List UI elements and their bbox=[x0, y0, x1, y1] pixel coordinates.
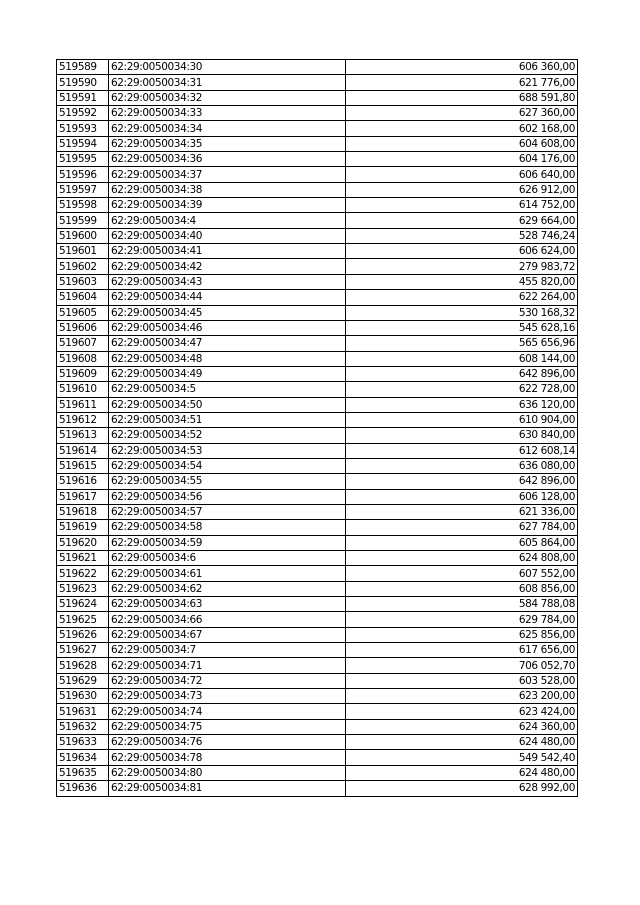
cadastral-number-cell: 62:29:0050034:30 bbox=[109, 60, 346, 75]
table-row bbox=[57, 412, 578, 427]
cadastral-number-cell: 62:29:0050034:35 bbox=[109, 136, 346, 151]
row-number-cell: 519635 bbox=[57, 765, 109, 780]
cadastral-value-cell: 629 664,00 bbox=[346, 213, 578, 228]
cadastral-value-cell: 602 168,00 bbox=[346, 121, 578, 136]
cadastral-number-cell: 62:29:0050034:5 bbox=[109, 382, 346, 397]
cadastral-value-cell: 606 640,00 bbox=[346, 167, 578, 182]
table-row bbox=[57, 489, 578, 504]
row-number-cell: 519609 bbox=[57, 366, 109, 381]
table-row bbox=[57, 458, 578, 473]
table-row bbox=[57, 566, 578, 581]
cadastral-number-cell: 62:29:0050034:54 bbox=[109, 458, 346, 473]
cadastral-number-cell: 62:29:0050034:55 bbox=[109, 474, 346, 489]
row-number-cell: 519630 bbox=[57, 689, 109, 704]
row-number-cell: 519603 bbox=[57, 274, 109, 289]
cadastral-value-cell: 688 591,80 bbox=[346, 90, 578, 105]
cadastral-number-cell: 62:29:0050034:48 bbox=[109, 351, 346, 366]
cadastral-number-cell: 62:29:0050034:47 bbox=[109, 336, 346, 351]
cadastral-number-cell: 62:29:0050034:33 bbox=[109, 106, 346, 121]
row-number-cell: 519607 bbox=[57, 336, 109, 351]
row-number-cell: 519592 bbox=[57, 106, 109, 121]
row-number-cell: 519629 bbox=[57, 673, 109, 688]
cadastral-number-cell: 62:29:0050034:56 bbox=[109, 489, 346, 504]
cadastral-number-cell: 62:29:0050034:41 bbox=[109, 244, 346, 259]
table-row bbox=[57, 673, 578, 688]
cadastral-value-cell: 610 904,00 bbox=[346, 412, 578, 427]
row-number-cell: 519624 bbox=[57, 597, 109, 612]
row-number-cell: 519601 bbox=[57, 244, 109, 259]
row-number-cell: 519599 bbox=[57, 213, 109, 228]
cadastral-value-cell: 630 840,00 bbox=[346, 428, 578, 443]
table-row bbox=[57, 504, 578, 519]
table-row bbox=[57, 228, 578, 243]
cadastral-value-cell: 625 856,00 bbox=[346, 627, 578, 642]
cadastral-number-cell: 62:29:0050034:80 bbox=[109, 765, 346, 780]
cadastral-number-cell: 62:29:0050034:81 bbox=[109, 781, 346, 796]
row-number-cell: 519636 bbox=[57, 781, 109, 796]
cadastral-number-cell: 62:29:0050034:39 bbox=[109, 198, 346, 213]
row-number-cell: 519612 bbox=[57, 412, 109, 427]
cadastral-value-cell: 623 200,00 bbox=[346, 689, 578, 704]
cadastral-value-cell: 617 656,00 bbox=[346, 643, 578, 658]
table-row bbox=[57, 351, 578, 366]
cadastral-number-cell: 62:29:0050034:72 bbox=[109, 673, 346, 688]
row-number-cell: 519622 bbox=[57, 566, 109, 581]
cadastral-value-cell: 565 656,96 bbox=[346, 336, 578, 351]
row-number-cell: 519617 bbox=[57, 489, 109, 504]
table-row bbox=[57, 259, 578, 274]
table-row bbox=[57, 152, 578, 167]
cadastral-number-cell: 62:29:0050034:58 bbox=[109, 520, 346, 535]
row-number-cell: 519598 bbox=[57, 198, 109, 213]
row-number-cell: 519595 bbox=[57, 152, 109, 167]
cadastral-number-cell: 62:29:0050034:37 bbox=[109, 167, 346, 182]
cadastral-number-cell: 62:29:0050034:34 bbox=[109, 121, 346, 136]
cadastral-value-cell: 606 624,00 bbox=[346, 244, 578, 259]
cadastral-value-cell: 624 360,00 bbox=[346, 719, 578, 734]
table-row bbox=[57, 213, 578, 228]
row-number-cell: 519616 bbox=[57, 474, 109, 489]
cadastral-number-cell: 62:29:0050034:59 bbox=[109, 535, 346, 550]
cadastral-value-cell: 636 080,00 bbox=[346, 458, 578, 473]
row-number-cell: 519597 bbox=[57, 182, 109, 197]
table-row bbox=[57, 90, 578, 105]
cadastral-value-cell: 605 864,00 bbox=[346, 535, 578, 550]
table-row bbox=[57, 474, 578, 489]
cadastral-number-cell: 62:29:0050034:52 bbox=[109, 428, 346, 443]
cadastral-value-cell: 627 784,00 bbox=[346, 520, 578, 535]
cadastral-value-cell: 545 628,16 bbox=[346, 320, 578, 335]
row-number-cell: 519628 bbox=[57, 658, 109, 673]
table-row bbox=[57, 182, 578, 197]
table-row bbox=[57, 366, 578, 381]
cadastral-number-cell: 62:29:0050034:49 bbox=[109, 366, 346, 381]
table-row bbox=[57, 443, 578, 458]
table-row bbox=[57, 781, 578, 796]
table-row bbox=[57, 428, 578, 443]
row-number-cell: 519620 bbox=[57, 535, 109, 550]
cadastral-value-cell: 621 336,00 bbox=[346, 504, 578, 519]
table-row bbox=[57, 198, 578, 213]
row-number-cell: 519593 bbox=[57, 121, 109, 136]
row-number-cell: 519608 bbox=[57, 351, 109, 366]
cadastral-value-cell: 624 480,00 bbox=[346, 735, 578, 750]
cadastral-value-cell: 455 820,00 bbox=[346, 274, 578, 289]
table-row bbox=[57, 305, 578, 320]
cadastral-number-cell: 62:29:0050034:62 bbox=[109, 581, 346, 596]
cadastral-value-cell: 604 176,00 bbox=[346, 152, 578, 167]
cadastral-number-cell: 62:29:0050034:42 bbox=[109, 259, 346, 274]
row-number-cell: 519611 bbox=[57, 397, 109, 412]
table-row bbox=[57, 627, 578, 642]
row-number-cell: 519623 bbox=[57, 581, 109, 596]
table-row bbox=[57, 336, 578, 351]
cadastral-value-cell: 642 896,00 bbox=[346, 474, 578, 489]
row-number-cell: 519627 bbox=[57, 643, 109, 658]
table-row bbox=[57, 382, 578, 397]
row-number-cell: 519632 bbox=[57, 719, 109, 734]
cadastral-value-cell: 606 128,00 bbox=[346, 489, 578, 504]
row-number-cell: 519594 bbox=[57, 136, 109, 151]
table-body bbox=[57, 60, 578, 797]
row-number-cell: 519605 bbox=[57, 305, 109, 320]
cadastral-number-cell: 62:29:0050034:66 bbox=[109, 612, 346, 627]
cadastral-number-cell: 62:29:0050034:73 bbox=[109, 689, 346, 704]
cadastral-value-cell: 606 360,00 bbox=[346, 60, 578, 75]
cadastral-number-cell: 62:29:0050034:36 bbox=[109, 152, 346, 167]
row-number-cell: 519602 bbox=[57, 259, 109, 274]
cadastral-number-cell: 62:29:0050034:7 bbox=[109, 643, 346, 658]
cadastral-number-cell: 62:29:0050034:78 bbox=[109, 750, 346, 765]
table-row bbox=[57, 689, 578, 704]
row-number-cell: 519591 bbox=[57, 90, 109, 105]
row-number-cell: 519615 bbox=[57, 458, 109, 473]
cadastral-value-cell: 642 896,00 bbox=[346, 366, 578, 381]
cadastral-value-cell: 622 728,00 bbox=[346, 382, 578, 397]
table-row bbox=[57, 704, 578, 719]
cadastral-value-cell: 607 552,00 bbox=[346, 566, 578, 581]
cadastral-value-cell: 549 542,40 bbox=[346, 750, 578, 765]
cadastral-value-cell: 624 480,00 bbox=[346, 765, 578, 780]
table-row bbox=[57, 121, 578, 136]
cadastral-number-cell: 62:29:0050034:45 bbox=[109, 305, 346, 320]
row-number-cell: 519625 bbox=[57, 612, 109, 627]
row-number-cell: 519634 bbox=[57, 750, 109, 765]
row-number-cell: 519633 bbox=[57, 735, 109, 750]
cadastral-number-cell: 62:29:0050034:50 bbox=[109, 397, 346, 412]
cadastral-value-cell: 628 992,00 bbox=[346, 781, 578, 796]
row-number-cell: 519626 bbox=[57, 627, 109, 642]
row-number-cell: 519618 bbox=[57, 504, 109, 519]
cadastral-value-cell: 706 052,70 bbox=[346, 658, 578, 673]
cadastral-value-cell: 608 856,00 bbox=[346, 581, 578, 596]
row-number-cell: 519596 bbox=[57, 167, 109, 182]
table-row bbox=[57, 643, 578, 658]
table-row bbox=[57, 719, 578, 734]
table-row bbox=[57, 750, 578, 765]
table-row bbox=[57, 581, 578, 596]
cadastral-value-cell: 626 912,00 bbox=[346, 182, 578, 197]
row-number-cell: 519589 bbox=[57, 60, 109, 75]
cadastral-number-cell: 62:29:0050034:53 bbox=[109, 443, 346, 458]
cadastral-number-cell: 62:29:0050034:38 bbox=[109, 182, 346, 197]
table-row bbox=[57, 765, 578, 780]
row-number-cell: 519614 bbox=[57, 443, 109, 458]
cadastral-value-cell: 528 746,24 bbox=[346, 228, 578, 243]
row-number-cell: 519610 bbox=[57, 382, 109, 397]
cadastral-value-cell: 608 144,00 bbox=[346, 351, 578, 366]
table-row bbox=[57, 520, 578, 535]
row-number-cell: 519621 bbox=[57, 551, 109, 566]
cadastral-number-cell: 62:29:0050034:32 bbox=[109, 90, 346, 105]
cadastral-value-cell: 604 608,00 bbox=[346, 136, 578, 151]
cadastral-value-cell: 584 788,08 bbox=[346, 597, 578, 612]
table-row bbox=[57, 551, 578, 566]
row-number-cell: 519606 bbox=[57, 320, 109, 335]
cadastral-number-cell: 62:29:0050034:43 bbox=[109, 274, 346, 289]
cadastral-number-cell: 62:29:0050034:40 bbox=[109, 228, 346, 243]
table-row bbox=[57, 75, 578, 90]
table-row bbox=[57, 136, 578, 151]
cadastral-number-cell: 62:29:0050034:6 bbox=[109, 551, 346, 566]
cadastral-number-cell: 62:29:0050034:75 bbox=[109, 719, 346, 734]
cadastral-number-cell: 62:29:0050034:51 bbox=[109, 412, 346, 427]
cadastral-number-cell: 62:29:0050034:76 bbox=[109, 735, 346, 750]
cadastral-number-cell: 62:29:0050034:57 bbox=[109, 504, 346, 519]
table-row bbox=[57, 167, 578, 182]
cadastral-value-cell: 603 528,00 bbox=[346, 673, 578, 688]
cadastral-number-cell: 62:29:0050034:71 bbox=[109, 658, 346, 673]
table-row bbox=[57, 535, 578, 550]
cadastral-value-cell: 636 120,00 bbox=[346, 397, 578, 412]
cadastral-number-cell: 62:29:0050034:61 bbox=[109, 566, 346, 581]
table-row bbox=[57, 106, 578, 121]
cadastral-number-cell: 62:29:0050034:74 bbox=[109, 704, 346, 719]
row-number-cell: 519631 bbox=[57, 704, 109, 719]
table-row bbox=[57, 658, 578, 673]
table-row bbox=[57, 320, 578, 335]
cadastral-value-cell: 624 808,00 bbox=[346, 551, 578, 566]
cadastral-value-cell: 627 360,00 bbox=[346, 106, 578, 121]
row-number-cell: 519619 bbox=[57, 520, 109, 535]
table-row bbox=[57, 597, 578, 612]
cadastral-value-cell: 279 983,72 bbox=[346, 259, 578, 274]
cadastral-value-cell: 621 776,00 bbox=[346, 75, 578, 90]
row-number-cell: 519613 bbox=[57, 428, 109, 443]
cadastral-value-cell: 614 752,00 bbox=[346, 198, 578, 213]
cadastral-number-cell: 62:29:0050034:31 bbox=[109, 75, 346, 90]
table-row bbox=[57, 612, 578, 627]
table-row bbox=[57, 60, 578, 75]
table-row bbox=[57, 244, 578, 259]
table-row bbox=[57, 290, 578, 305]
cadastral-value-table bbox=[56, 59, 578, 797]
cadastral-value-cell: 629 784,00 bbox=[346, 612, 578, 627]
row-number-cell: 519590 bbox=[57, 75, 109, 90]
cadastral-value-cell: 622 264,00 bbox=[346, 290, 578, 305]
cadastral-number-cell: 62:29:0050034:46 bbox=[109, 320, 346, 335]
cadastral-value-cell: 612 608,14 bbox=[346, 443, 578, 458]
cadastral-number-cell: 62:29:0050034:67 bbox=[109, 627, 346, 642]
table-row bbox=[57, 274, 578, 289]
table-row bbox=[57, 735, 578, 750]
table-row bbox=[57, 397, 578, 412]
cadastral-number-cell: 62:29:0050034:63 bbox=[109, 597, 346, 612]
cadastral-number-cell: 62:29:0050034:4 bbox=[109, 213, 346, 228]
row-number-cell: 519604 bbox=[57, 290, 109, 305]
cadastral-value-cell: 623 424,00 bbox=[346, 704, 578, 719]
cadastral-value-cell: 530 168,32 bbox=[346, 305, 578, 320]
row-number-cell: 519600 bbox=[57, 228, 109, 243]
cadastral-number-cell: 62:29:0050034:44 bbox=[109, 290, 346, 305]
